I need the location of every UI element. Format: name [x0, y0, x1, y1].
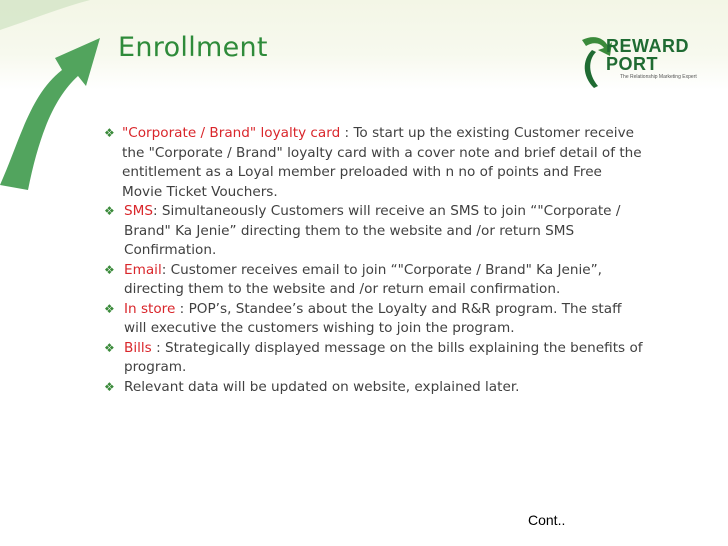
item-text: : Strategically displayed message on the bills explaining the benefits of program. — [124, 339, 643, 375]
page-title: Enrollment — [118, 32, 268, 63]
logo-word-reward: REWARD — [606, 36, 689, 56]
item-highlight: In store — [124, 300, 176, 317]
item-text: : Simultaneously Customers will receive an SMS to join “"Corporate / Brand" Ka Jenie” directing them to the website and /or return SMS Confirmation. — [124, 203, 621, 258]
list-item — [104, 339, 644, 378]
list-item — [104, 202, 644, 261]
logo-tagline: The Relationship Marketing Expert — [620, 74, 697, 80]
diamond-bullet-icon: ❖ — [104, 379, 115, 394]
list-item — [104, 124, 644, 202]
list-item — [104, 300, 644, 339]
curved-arrow-decoration — [0, 0, 120, 190]
logo-word-port: PORT — [606, 54, 659, 74]
diamond-bullet-icon: ❖ — [104, 301, 115, 316]
item-highlight: "Corporate / Brand" loyalty card — [122, 125, 341, 141]
list-item — [104, 378, 644, 398]
item-highlight: Email — [124, 261, 162, 278]
reward-port-logo — [574, 30, 697, 92]
item-highlight: SMS — [124, 203, 153, 219]
bullet-list — [104, 124, 644, 397]
item-text: : To start up the existing Customer receive the "Corporate / Brand" loyalty card with a cover note and brief detail of the entitlement as a Loyal member preloaded with n no of points and Free Movie Ticket Vouchers. — [122, 125, 642, 200]
item-text: Relevant data will be updated on website, explained later. — [124, 378, 520, 395]
list-item — [104, 261, 644, 300]
diamond-bullet-icon: ❖ — [104, 340, 115, 355]
item-highlight: Bills — [124, 339, 152, 356]
diamond-bullet-icon: ❖ — [104, 204, 115, 218]
item-text: : POP’s, Standee’s about the Loyalty and R&R program. The staff will executive the customers wishing to join the program. — [124, 300, 622, 336]
continued-note: Cont.. — [528, 512, 566, 528]
diamond-bullet-icon: ❖ — [104, 126, 115, 140]
diamond-bullet-icon: ❖ — [104, 262, 115, 277]
item-text: : Customer receives email to join “"Corporate / Brand" Ka Jenie”, directing them to the website and /or return email confirmation. — [124, 261, 602, 297]
